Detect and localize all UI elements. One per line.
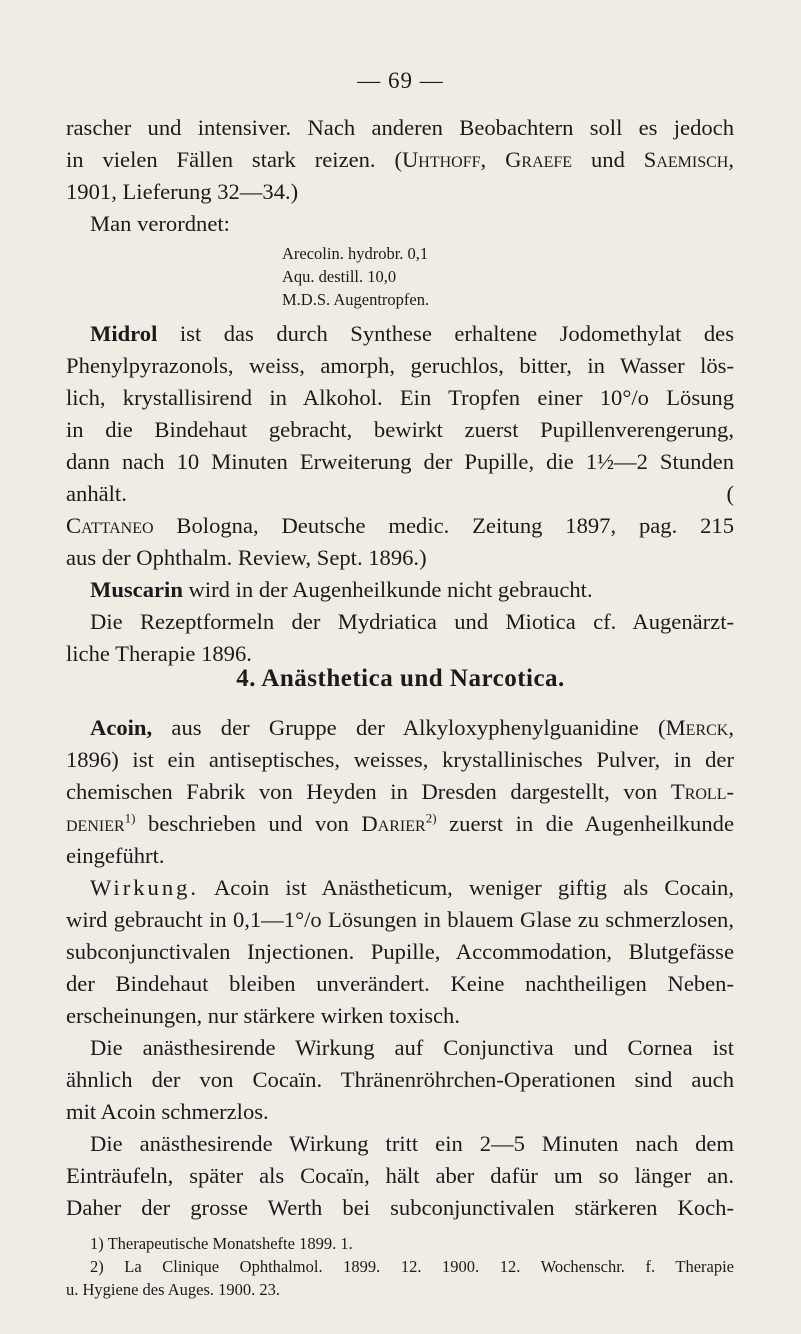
text-line: Die Rezeptformeln der Mydriatica und Miotica cf. Augenärzt- bbox=[90, 609, 734, 634]
text-line: in vielen Fällen stark reizen. (Uhthoff, Graefe und Saemisch, bbox=[66, 147, 734, 172]
text-line: lich, krystallisirend in Alkohol. Ein Tropfen einer 10°/o Lösung bbox=[66, 385, 734, 410]
page-number: — 69 — bbox=[357, 68, 444, 93]
text-line: Man verordnet: bbox=[90, 211, 230, 236]
text-line: Die anästhesirende Wirkung auf Conjunctiva und Cornea ist bbox=[90, 1035, 734, 1060]
text-line: Daher der grosse Werth bei subconjunctivalen stärkeren Koch- bbox=[66, 1195, 734, 1220]
footnote: u. Hygiene des Auges. 1900. 23. bbox=[66, 1280, 281, 1299]
text-line: Cattaneo Bologna, Deutsche medic. Zeitung 1897, pag. 215 bbox=[66, 513, 734, 538]
text-line: Phenylpyrazonols, weiss, amorph, geruchlos, bitter, in Wasser lös- bbox=[66, 353, 734, 378]
text-line: subconjunctivalen Injectionen. Pupille, Accommodation, Blutgefässe bbox=[66, 939, 734, 964]
text-line: Wirkung. Acoin ist Anästheticum, weniger giftig als Cocain, bbox=[90, 875, 734, 900]
text-line: chemischen Fabrik von Heyden in Dresden dargestellt, von Troll- bbox=[66, 779, 734, 804]
text-line: anhält. ( bbox=[66, 481, 734, 506]
footnote: 2) La Clinique Ophthalmol. 1899. 12. 1900. 12. Wochenschr. f. Therapie bbox=[90, 1257, 734, 1276]
text-line: erscheinungen, nur stärkere wirken toxisch. bbox=[66, 1003, 461, 1028]
text-line: 1901, Lieferung 32—34.) bbox=[66, 179, 299, 204]
text-line: Einträufeln, später als Cocaïn, hält aber dafür um so länger an. bbox=[66, 1163, 734, 1188]
text-line: dann nach 10 Minuten Erweiterung der Pupille, die 1½—2 Stunden bbox=[66, 449, 734, 474]
paragraph-acoin bbox=[66, 712, 734, 1224]
text-line: 1896) ist ein antiseptisches, weisses, krystallinisches Pulver, in der bbox=[66, 747, 734, 772]
section-heading: 4. Anästhetica und Narcotica. bbox=[236, 665, 565, 692]
text-line: wird gebraucht in 0,1—1°/o Lösungen in blauem Glase zu schmerzlosen, bbox=[66, 907, 734, 932]
text-line: mit Acoin schmerzlos. bbox=[66, 1099, 269, 1124]
text-line: Acoin, aus der Gruppe der Alkyloxyphenylguanidine (Merck, bbox=[90, 715, 734, 740]
text-line: der Bindehaut bleiben unverändert. Keine nachtheiligen Neben- bbox=[66, 971, 734, 996]
text-line: rascher und intensiver. Nach anderen Beobachtern soll es jedoch bbox=[66, 115, 734, 140]
paragraph-intro bbox=[66, 112, 734, 240]
text-line: ähnlich der von Cocaïn. Thränenröhrchen-Operationen sind auch bbox=[66, 1067, 734, 1092]
text-line: aus der Ophthalm. Review, Sept. 1896.) bbox=[66, 545, 427, 570]
footnote: 1) Therapeutische Monatshefte 1899. 1. bbox=[90, 1234, 353, 1253]
text-line: denier$^{1)}$ beschrieben und von Darier$^{2)}$ zuerst in die Augenheilkunde bbox=[66, 810, 734, 836]
prescription bbox=[282, 242, 429, 311]
prescription-line: Arecolin. hydrobr. 0,1 bbox=[282, 244, 429, 263]
text-line: Muscarin wird in der Augenheilkunde nicht gebraucht. bbox=[90, 577, 593, 602]
text-line: Midrol ist das durch Synthese erhaltene Jodomethylat des bbox=[90, 321, 734, 346]
text-line: in die Bindehaut gebracht, bewirkt zuerst Pupillenverengerung, bbox=[66, 417, 734, 442]
prescription-line: Aqu. destill. 10,0 bbox=[282, 267, 397, 286]
text-line: Die anästhesirende Wirkung tritt ein 2—5 Minuten nach dem bbox=[90, 1131, 734, 1156]
text-line: liche Therapie 1896. bbox=[66, 641, 252, 666]
footnotes bbox=[66, 1232, 734, 1301]
text-line: eingeführt. bbox=[66, 843, 165, 868]
prescription-line: M.D.S. Augentropfen. bbox=[282, 290, 430, 309]
paragraph-midrol bbox=[66, 318, 734, 670]
